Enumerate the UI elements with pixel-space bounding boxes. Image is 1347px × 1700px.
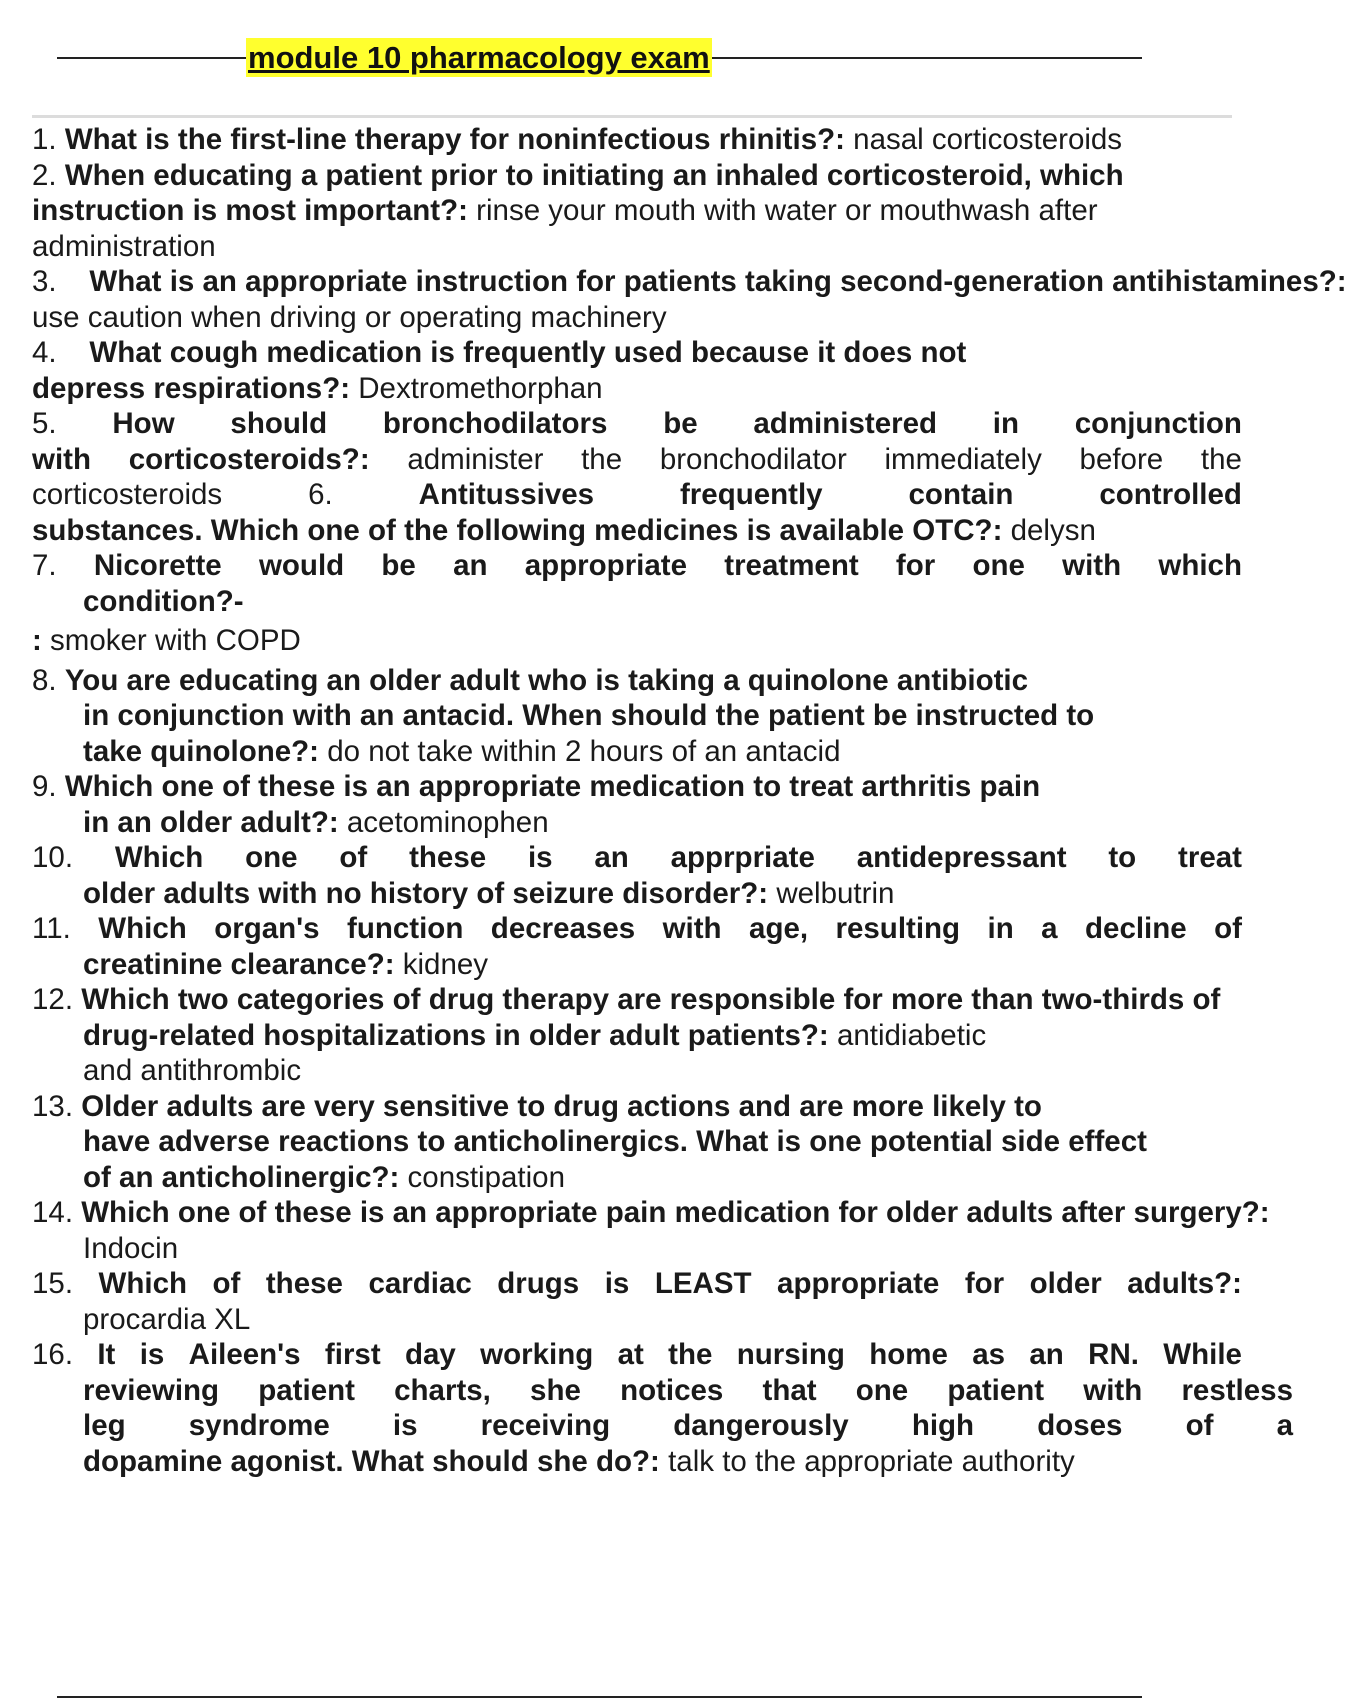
- item-number: 13.: [32, 1089, 74, 1123]
- footer-rule: [57, 1696, 1142, 1698]
- question-word: she: [530, 1373, 581, 1407]
- justified-text: [32, 477, 1242, 513]
- question-word: treat: [1178, 841, 1242, 874]
- question-word: to: [1108, 841, 1137, 874]
- answer-text: procardia XL: [83, 1302, 251, 1336]
- question-word: RN.: [1088, 1338, 1139, 1371]
- question-word: patient: [258, 1373, 355, 1407]
- question-word: in: [987, 912, 1014, 945]
- question-word: cardiac: [368, 1267, 472, 1300]
- answer-word: before: [1079, 442, 1164, 476]
- question-word: should: [230, 407, 328, 440]
- question-word: Antitussives: [418, 478, 595, 511]
- question-word: an: [1029, 1338, 1064, 1371]
- justified-text: [32, 911, 1242, 947]
- question-word: appropriate: [524, 549, 688, 582]
- question-text: take quinolone?:: [83, 734, 319, 768]
- question-word: is: [604, 1267, 630, 1300]
- question-word: working: [480, 1338, 594, 1371]
- question-word: decreases: [490, 912, 636, 945]
- question-text: in conjunction with an antacid. When should the patient be instructed to: [83, 699, 1095, 732]
- question-word: It: [97, 1338, 116, 1371]
- answer-word: administer: [407, 442, 544, 476]
- text-line: [32, 1124, 1200, 1160]
- answer-text: Dextromethorphan: [358, 371, 603, 405]
- answer-word: 16.: [32, 1338, 74, 1371]
- question-text: What cough medication is frequently used because it does not: [64, 336, 967, 369]
- text-line: [32, 769, 1200, 805]
- question-text: When educating a patient prior to initiating an inhaled corticosteroid, which: [64, 158, 1124, 192]
- question-word: first: [324, 1338, 381, 1371]
- question-word: is: [392, 1409, 418, 1442]
- item-number: 3.: [32, 265, 57, 298]
- question-word: corticosteroids?:: [128, 442, 370, 476]
- text-line: [32, 1408, 1293, 1444]
- answer-word: corticosteroids: [32, 478, 223, 511]
- text-line: [32, 840, 1242, 876]
- question-text: substances. Which one of the following medicines is available OTC?:: [32, 513, 1003, 547]
- justified-text: [32, 1266, 1242, 1302]
- answer-text: welbutrin: [776, 876, 895, 910]
- question-word: one: [855, 1373, 909, 1407]
- text-line: [32, 193, 1200, 229]
- question-word: is: [527, 841, 553, 874]
- question-text: Which one of these is an appropriate medication to treat arthritis pain: [64, 770, 1041, 803]
- justified-text: [32, 1337, 1242, 1373]
- justified-text: [32, 406, 1242, 442]
- question-word: dangerously: [673, 1409, 849, 1442]
- question-text: depress respirations?:: [32, 371, 351, 405]
- answer-word: 10.: [32, 841, 74, 874]
- question-word: conjunction: [1074, 407, 1242, 440]
- text-line: [32, 1231, 1200, 1267]
- text-line: [32, 513, 1200, 549]
- question-word: home: [869, 1338, 948, 1371]
- question-word: for: [895, 549, 936, 582]
- question-word: nursing: [736, 1338, 845, 1371]
- text-line: [32, 584, 1200, 620]
- question-text: in an older adult?:: [83, 805, 339, 839]
- question-word: While: [1163, 1338, 1242, 1371]
- question-word: an: [594, 841, 629, 874]
- question-text: Older adults are very sensitive to drug actions and are more likely to: [81, 1089, 1042, 1123]
- item-number: 12.: [32, 983, 74, 1016]
- text-line: [32, 947, 1200, 983]
- question-text: condition?-: [83, 584, 244, 618]
- answer-text: do not take within 2 hours of an antacid: [327, 734, 841, 768]
- question-text: Which one of these is an appropriate pain medication for older adults after surgery?:: [81, 1196, 1270, 1229]
- question-word: as: [972, 1338, 1006, 1371]
- question-word: for: [964, 1267, 1005, 1300]
- item-number: 4.: [32, 336, 57, 369]
- answer-text: administration: [32, 229, 216, 263]
- text-line: [32, 442, 1242, 478]
- question-word: day: [404, 1338, 456, 1371]
- question-word: at: [617, 1338, 644, 1371]
- answer-text: and antithrombic: [83, 1054, 302, 1087]
- answer-word: immediately: [884, 442, 1042, 476]
- question-text: What is an appropriate instruction for patients taking second-generation antihistamines?:: [64, 265, 1347, 298]
- question-word: high: [911, 1409, 975, 1442]
- text-line: [32, 1089, 1200, 1125]
- answer-word: 11.: [32, 912, 71, 945]
- question-word: these: [409, 841, 487, 874]
- justified-text: [32, 548, 1242, 584]
- text-line: [32, 300, 1200, 336]
- document-title: module 10 pharmacology exam: [248, 40, 710, 75]
- question-word: decline: [1085, 912, 1187, 945]
- answer-text: antidiabetic: [836, 1018, 987, 1052]
- question-word: which: [1158, 549, 1242, 582]
- question-text: instruction is most important?:: [32, 194, 468, 227]
- question-word: age,: [749, 912, 809, 945]
- question-word: bronchodilators: [382, 407, 608, 440]
- answer-text: kidney: [402, 947, 489, 981]
- question-word: the: [668, 1338, 713, 1371]
- question-word: in: [992, 407, 1019, 440]
- question-text: You are educating an older adult who is taking a quinolone antibiotic: [64, 663, 1029, 697]
- answer-word: bronchodilator: [659, 442, 847, 476]
- text-line: [32, 406, 1242, 442]
- text-line: [32, 264, 1347, 300]
- text-line: [32, 371, 1200, 407]
- question-word: How: [112, 407, 175, 440]
- question-word: older: [1029, 1267, 1102, 1300]
- text-line: [32, 982, 1221, 1018]
- question-word: Aileen's: [188, 1338, 301, 1371]
- text-line: [32, 663, 1200, 699]
- answer-word: the: [1200, 442, 1242, 476]
- item-number: 8.: [32, 663, 57, 697]
- text-line: [32, 477, 1242, 513]
- question-word: doses: [1037, 1409, 1123, 1442]
- question-word: frequently: [679, 478, 823, 511]
- question-text: :: [32, 624, 42, 657]
- question-word: be: [663, 407, 698, 440]
- text-line: [32, 805, 1200, 841]
- question-word: be: [381, 549, 416, 582]
- answer-text: constipation: [407, 1160, 565, 1194]
- question-text: What is the first-line therapy for noninfectious rhinitis?:: [64, 123, 845, 156]
- question-word: treatment: [724, 549, 859, 582]
- question-word: syndrome: [188, 1409, 330, 1442]
- answer-text: talk to the appropriate authority: [668, 1444, 1075, 1478]
- question-word: function: [347, 912, 464, 945]
- text-line: [32, 1018, 1200, 1054]
- text-line: [32, 1160, 1200, 1196]
- answer-text: delysn: [1010, 513, 1096, 547]
- question-word: drugs: [497, 1267, 580, 1300]
- answer-word: 7.: [32, 549, 57, 582]
- text-line: [32, 1302, 1200, 1338]
- answer-text: rinse your mouth with water or mouthwash after: [476, 194, 1098, 227]
- answer-text: nasal corticosteroids: [853, 123, 1123, 156]
- question-text: drug-related hospitalizations in older adult patients?:: [83, 1018, 829, 1052]
- question-word: of: [1214, 912, 1242, 945]
- text-line: [32, 876, 1200, 912]
- text-line: [32, 1444, 1200, 1480]
- question-text: dopamine agonist. What should she do?:: [83, 1444, 660, 1478]
- text-line: [32, 734, 1200, 770]
- question-word: with: [32, 442, 91, 476]
- question-word: adults?:: [1127, 1267, 1242, 1300]
- question-word: of: [212, 1267, 241, 1300]
- answer-text: smoker with COPD: [50, 624, 301, 657]
- text-line: [32, 1373, 1293, 1409]
- item-number: 14.: [32, 1196, 74, 1229]
- question-word: a: [1276, 1409, 1293, 1442]
- question-word: resulting: [835, 912, 961, 945]
- text-line: [32, 698, 1200, 734]
- question-word: with: [662, 912, 722, 945]
- question-word: administered: [753, 407, 938, 440]
- text-line: [32, 158, 1200, 194]
- text-line: [32, 911, 1242, 947]
- answer-word: 6.: [308, 478, 333, 511]
- text-line: [32, 1266, 1242, 1302]
- justified-text: [83, 1373, 1293, 1409]
- question-word: Which: [98, 912, 187, 945]
- question-word: one: [972, 549, 1025, 582]
- question-word: organ's: [214, 912, 320, 945]
- text-line: [32, 1337, 1242, 1373]
- question-word: reviewing: [83, 1373, 220, 1407]
- text-line: [32, 1053, 1200, 1089]
- question-word: Nicorette: [93, 549, 222, 582]
- answer-text: use caution when driving or operating machinery: [32, 300, 667, 334]
- question-word: these: [265, 1267, 343, 1300]
- question-word: with: [1083, 1373, 1143, 1407]
- question-word: appropriate: [777, 1267, 940, 1300]
- question-word: that: [762, 1373, 817, 1407]
- question-word: of: [339, 841, 368, 874]
- question-word: patient: [947, 1373, 1045, 1407]
- question-word: is: [139, 1338, 165, 1371]
- question-word: antidepressant: [856, 841, 1067, 874]
- question-word: receiving: [480, 1409, 611, 1442]
- answer-text: Indocin: [83, 1231, 179, 1265]
- question-word: of: [1185, 1409, 1214, 1442]
- question-text: of an anticholinergic?:: [83, 1160, 400, 1194]
- item-number: 1.: [32, 123, 57, 156]
- question-text: creatinine clearance?:: [83, 947, 395, 981]
- question-word: one: [245, 841, 298, 874]
- question-word: leg: [83, 1409, 126, 1442]
- justified-text: [32, 442, 1242, 478]
- question-word: apprpriate: [670, 841, 815, 874]
- text-line: [32, 1195, 1270, 1231]
- question-word: a: [1041, 912, 1058, 945]
- justified-text: [83, 1408, 1293, 1444]
- text-line: [32, 548, 1242, 584]
- text-line: [32, 229, 1200, 265]
- item-number: 9.: [32, 770, 57, 803]
- justified-text: [32, 840, 1242, 876]
- question-word: Which: [98, 1267, 188, 1300]
- text-line: [32, 122, 1200, 158]
- question-word: charts,: [394, 1373, 491, 1407]
- title-divider: [32, 115, 1232, 118]
- answer-word: 5.: [32, 407, 57, 440]
- question-word: LEAST: [654, 1267, 752, 1300]
- question-word: contain: [908, 478, 1014, 511]
- question-list: [32, 122, 1347, 1479]
- item-number: 2.: [32, 158, 57, 192]
- question-word: an: [453, 549, 488, 582]
- question-word: restless: [1181, 1373, 1293, 1407]
- answer-text: acetominophen: [346, 805, 549, 839]
- answer-word: 15.: [32, 1267, 74, 1300]
- question-text: Which two categories of drug therapy are responsible for more than two-thirds of: [81, 983, 1221, 1016]
- question-text: older adults with no history of seizure disorder?:: [83, 876, 769, 910]
- question-word: controlled: [1099, 478, 1242, 511]
- question-word: with: [1062, 549, 1122, 582]
- question-text: have adverse reactions to anticholinergics. What is one potential side effect: [83, 1125, 1147, 1158]
- question-word: notices: [620, 1373, 724, 1407]
- text-line: [32, 335, 1200, 371]
- text-line: [32, 623, 1200, 659]
- question-word: would: [258, 549, 345, 582]
- question-word: Which: [114, 841, 204, 874]
- answer-word: the: [581, 442, 623, 476]
